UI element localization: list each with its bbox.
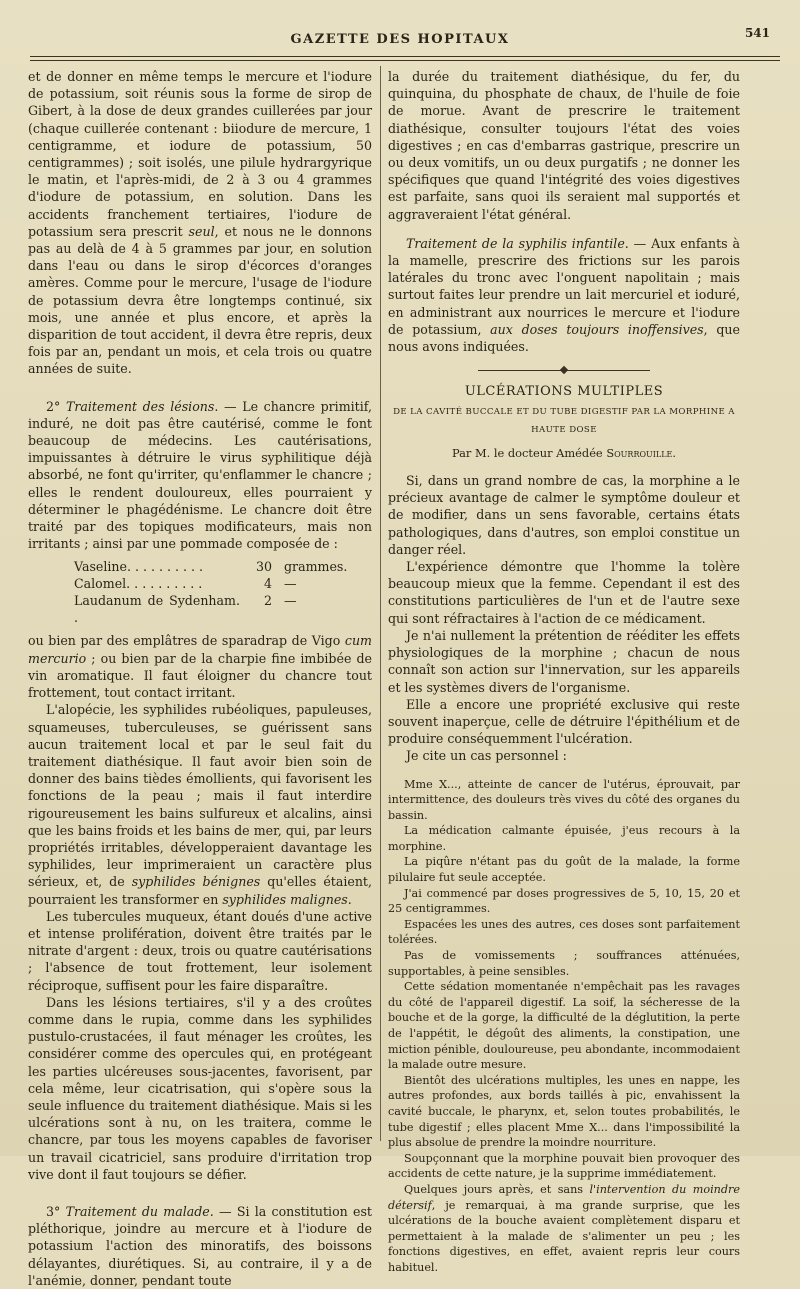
- italic-text: seul: [188, 223, 215, 239]
- left-column: [28, 68, 372, 1289]
- author-name: Sourrouille: [606, 445, 673, 460]
- recipe-row: Laudanum de Sydenham. . 2 —: [74, 593, 297, 626]
- observation-line: La piqûre n'étant pas du goût de la malade, la forme pilulaire fut seule acceptée.: [388, 855, 740, 885]
- section-syphilis-infantile: Traitement de la syphilis infantile. — Aux enfants à la mamelle, prescrire des frictions sur les parois latérales du tronc avec l'onguent napolitain ; mais surtout faites leur prendre un lait mercuriel et ioduré, en administrant aux nourrices le mercure et l'iodure de potassium, aux doses toujours inoffensives, que nous avons indiquées.: [388, 235, 740, 355]
- observation-line: La médication calmante épuisée, j'eus recours à la morphine.: [388, 824, 740, 853]
- paragraph: L'alopécie, les syphilides rubéoliques, papuleuses, squameuses, tuberculeuses, se guérissent sans aucun traitement local et par le seul fait du traitement diathésique. Il faut avoir bien soin de donner des bains tièdes émollients, qui favorisent les fonctions de la peau ; mais il faut interdire rigoureusement les bains sulfureux et alcalins, ainsi que les bains froids et les bains de mer, qui, par leurs propriétés irritables, développeraient davantage les syphilides, leur imprimeraient un caractère plus sérieux, et, de syphilides bénignes qu'elles étaient, pourraient les transformer en syphilides malignes.: [28, 702, 372, 907]
- observation-line: Pas de vomissements ; souffrances atténuées, supportables, à peine sensibles.: [388, 949, 740, 978]
- paragraph: Je n'ai nullement la prétention de rééditer les effets physiologiques de la morphine ; chacun de nous connaît son action sur l'innervation, sur les appareils et les systèmes divers de l'organisme.: [388, 627, 740, 695]
- observation-line: Mme X..., atteinte de cancer de l'utérus, éprouvait, par intermittence, des douleurs très vives du côté des organes du bassin.: [388, 777, 740, 822]
- journal-title: GAZETTE DES HOPITAUX: [290, 32, 510, 47]
- italic-text: aux doses toujours inoffensives: [490, 321, 704, 337]
- section-ornament: [388, 367, 740, 373]
- recipe-row: Calomel. . . . . . . . . . 4 —: [74, 576, 297, 592]
- paragraph: la durée du traitement diathésique, du fer, du quinquina, du phosphate de chaux, de l'huile de foie de morue. Avant de prescrire le traitement diathésique, consulter toujours l'état des voies digestives ; en cas d'embarras gastrique, prescrire un ou deux vomitifs, un ou deux purgatifs ; ne donner les spécifiques que quand l'intégrité des voies digestives est parfaite, sans quoi ils seraient mal supportés et aggraveraient l'état général.: [388, 69, 740, 222]
- article-author: Par M. le docteur Amédée Sourrouille.: [451, 445, 677, 460]
- section-title: Traitement de la syphilis infantile: [406, 235, 625, 251]
- paragraph: ou bien par des emplâtres de sparadrap de Vigo cum mercurio ; ou bien par de la charpie fine imbibée de vin aromatique. Il faut éloigner du chancre tout frottement, tout contact irritant.: [28, 633, 372, 701]
- header-rule: [30, 56, 780, 61]
- article-subtitle: DE LA CAVITÉ BUCCALE ET DU TUBE DIGESTIF PAR LA MORPHINE A HAUTE DOSE: [393, 407, 735, 435]
- right-column: [388, 68, 740, 1276]
- paragraph: et de donner en même temps le mercure et l'iodure de potassium, soit réunis sous la forme de sirop de Gibert, à la dose de deux grandes cuillerées par jour (chaque cuillerée contenant : biiodure de mercure, 1 centigramme, et iodure de potassium, 50 centigrammes) ; soit isolés, une pilule hydrargyrique le matin, et l'après-midi, de 2 à 3 ou 4 grammes d'iodure de potassium, en solution. Dans les accidents franchement tertiaires, l'iodure de potassium sera prescrit seul, et nous ne le donnons pas au delà de 4 à 5 grammes par jour, en solution dans l'eau ou dans le sirop d'écorces d'oranges amères. Comme pour le mercure, l'usage de l'iodure de potassium devra être longtemps continué, six mois, une année et plus encore, et après la disparition de tout accident, il devra être repris, deux fois par an, pendant un mois, et cela trois ou quatre années de suite.: [28, 69, 372, 377]
- italic-text: syphilides bénignes: [131, 874, 261, 890]
- observation-line: J'ai commencé par doses progressives de 5, 10, 15, 20 et 25 centigrammes.: [388, 886, 740, 916]
- paragraph: Dans les lésions tertiaires, s'il y a des croûtes comme dans le rupia, comme dans les syphilides pustulo-crustacées, il faut ménager les croûtes, les considérer comme des opercules qui, en protégeant les parties ulcéreuses sous-jacentes, favorisent, par cela même, leur cicatrisation, qui s'opère sous la seule influence du traitement diathésique. Mais si les ulcérations sont à nu, on les traitera, comme le chancre, par tous les moyens capables de favoriser un travail cicatriciel, sans produire d'irritation trop vive dont il faut toujours se défier.: [28, 994, 372, 1182]
- observation-line: Bientôt des ulcérations multiples, les unes en nappe, les autres profondes, aux bords taillés à pic, envahissent la cavité buccale, le pharynx, et, selon toutes probabilités, le tube digestif ; elles placent Mme X... dans l'impossibilité la plus absolue de prendre la moindre nourriture.: [388, 1073, 740, 1150]
- case-observation: [388, 777, 740, 1276]
- paragraph: L'expérience démontre que l'homme la tolère beaucoup mieux que la femme. Cependant il est des constitutions particulières de l'un et de l'autre sexe qui sont réfractaires à l'action de ce médicament.: [388, 559, 740, 626]
- recipe-row: Vaseline. . . . . . . . . . 30 grammes.: [74, 559, 348, 575]
- section-title: Traitement du malade: [65, 1203, 210, 1219]
- section-lesions: 2° Traitement des lésions. — Le chancre primitif, induré, ne doit pas être cautérisé, comme le font beaucoup de médecins. Les cautérisations, impuissantes à détruire le virus syphilitique déjà absorbé, ne font qu'irriter, qu'enflammer le chancre ; elles le rendent douloureux, elles pourraient y déterminer le phagédénisme. Le chancre doit être traité par des topiques modificateurs, mais non irritants ; ainsi par une pommade composée de :: [28, 398, 372, 552]
- section-title: Traitement des lésions: [65, 398, 215, 414]
- section-malade: 3° Traitement du malade. — Si la constitution est pléthorique, joindre au mercure et à l'iodure de potassium l'action des minoratifs, des boissons délayantes, diurétiques. Si, au contraire, il y a de l'anémie, donner, pendant toute: [28, 1203, 372, 1288]
- paragraph: Les tubercules muqueux, étant doués d'une active et intense prolifération, doivent être traités par le nitrate d'argent : deux, trois ou quatre cautérisations ; l'absence de tout frottement, leur isolement réciproque, suffisent pour les faire disparaître.: [28, 908, 372, 993]
- column-divider: [380, 66, 381, 1141]
- italic-text: l'intervention du moindre détersif: [388, 1182, 740, 1212]
- paragraph: Je cite un cas personnel :: [406, 748, 567, 764]
- page-number: 541: [744, 26, 770, 40]
- paragraph: Si, dans un grand nombre de cas, la morphine a le précieux avantage de calmer le symptôme douleur et de modifier, dans un sens favorable, certains états pathologiques, dans d'autres, son emploi constitue un danger réel.: [388, 473, 740, 557]
- ornament-diamond-icon: [560, 366, 568, 374]
- recipe-table: [74, 558, 372, 626]
- observation-line: Soupçonnant que la morphine pouvait bien provoquer des accidents de cette nature, je la supprime immédiatement.: [388, 1151, 740, 1181]
- italic-text: syphilides malignes: [222, 891, 348, 907]
- observation-line: Cette sédation momentanée n'empêchait pas les ravages du côté de l'appareil digestif. La soif, la sécheresse de la bouche et de la gorge, la difficulté de la déglutition, la perte de l'appétit, le dégoût des aliments, la constipation, une miction pénible, douloureuse, peu abondante, incommodaient la malade outre mesure.: [388, 980, 740, 1072]
- italic-text: cum mercurio: [28, 633, 372, 666]
- observation-line: Espacées les unes des autres, ces doses sont parfaitement tolérées.: [388, 917, 740, 947]
- article-title: ULCÉRATIONS MULTIPLES: [464, 384, 664, 400]
- paragraph: Elle a encore une propriété exclusive qui reste souvent inaperçue, celle de détruire l'épithélium et de produire conséquemment l'ulcération.: [388, 696, 740, 747]
- observation-line: Quelques jours après, et sans l'intervention du moindre détersif, je remarquai, à ma grande surprise, que les ulcérations de la bouche avaient complètement disparu et permettaient à la malade de s'alimenter un peu ; les fonctions digestives, en effet, avaient repris leur cours habituel.: [388, 1182, 740, 1274]
